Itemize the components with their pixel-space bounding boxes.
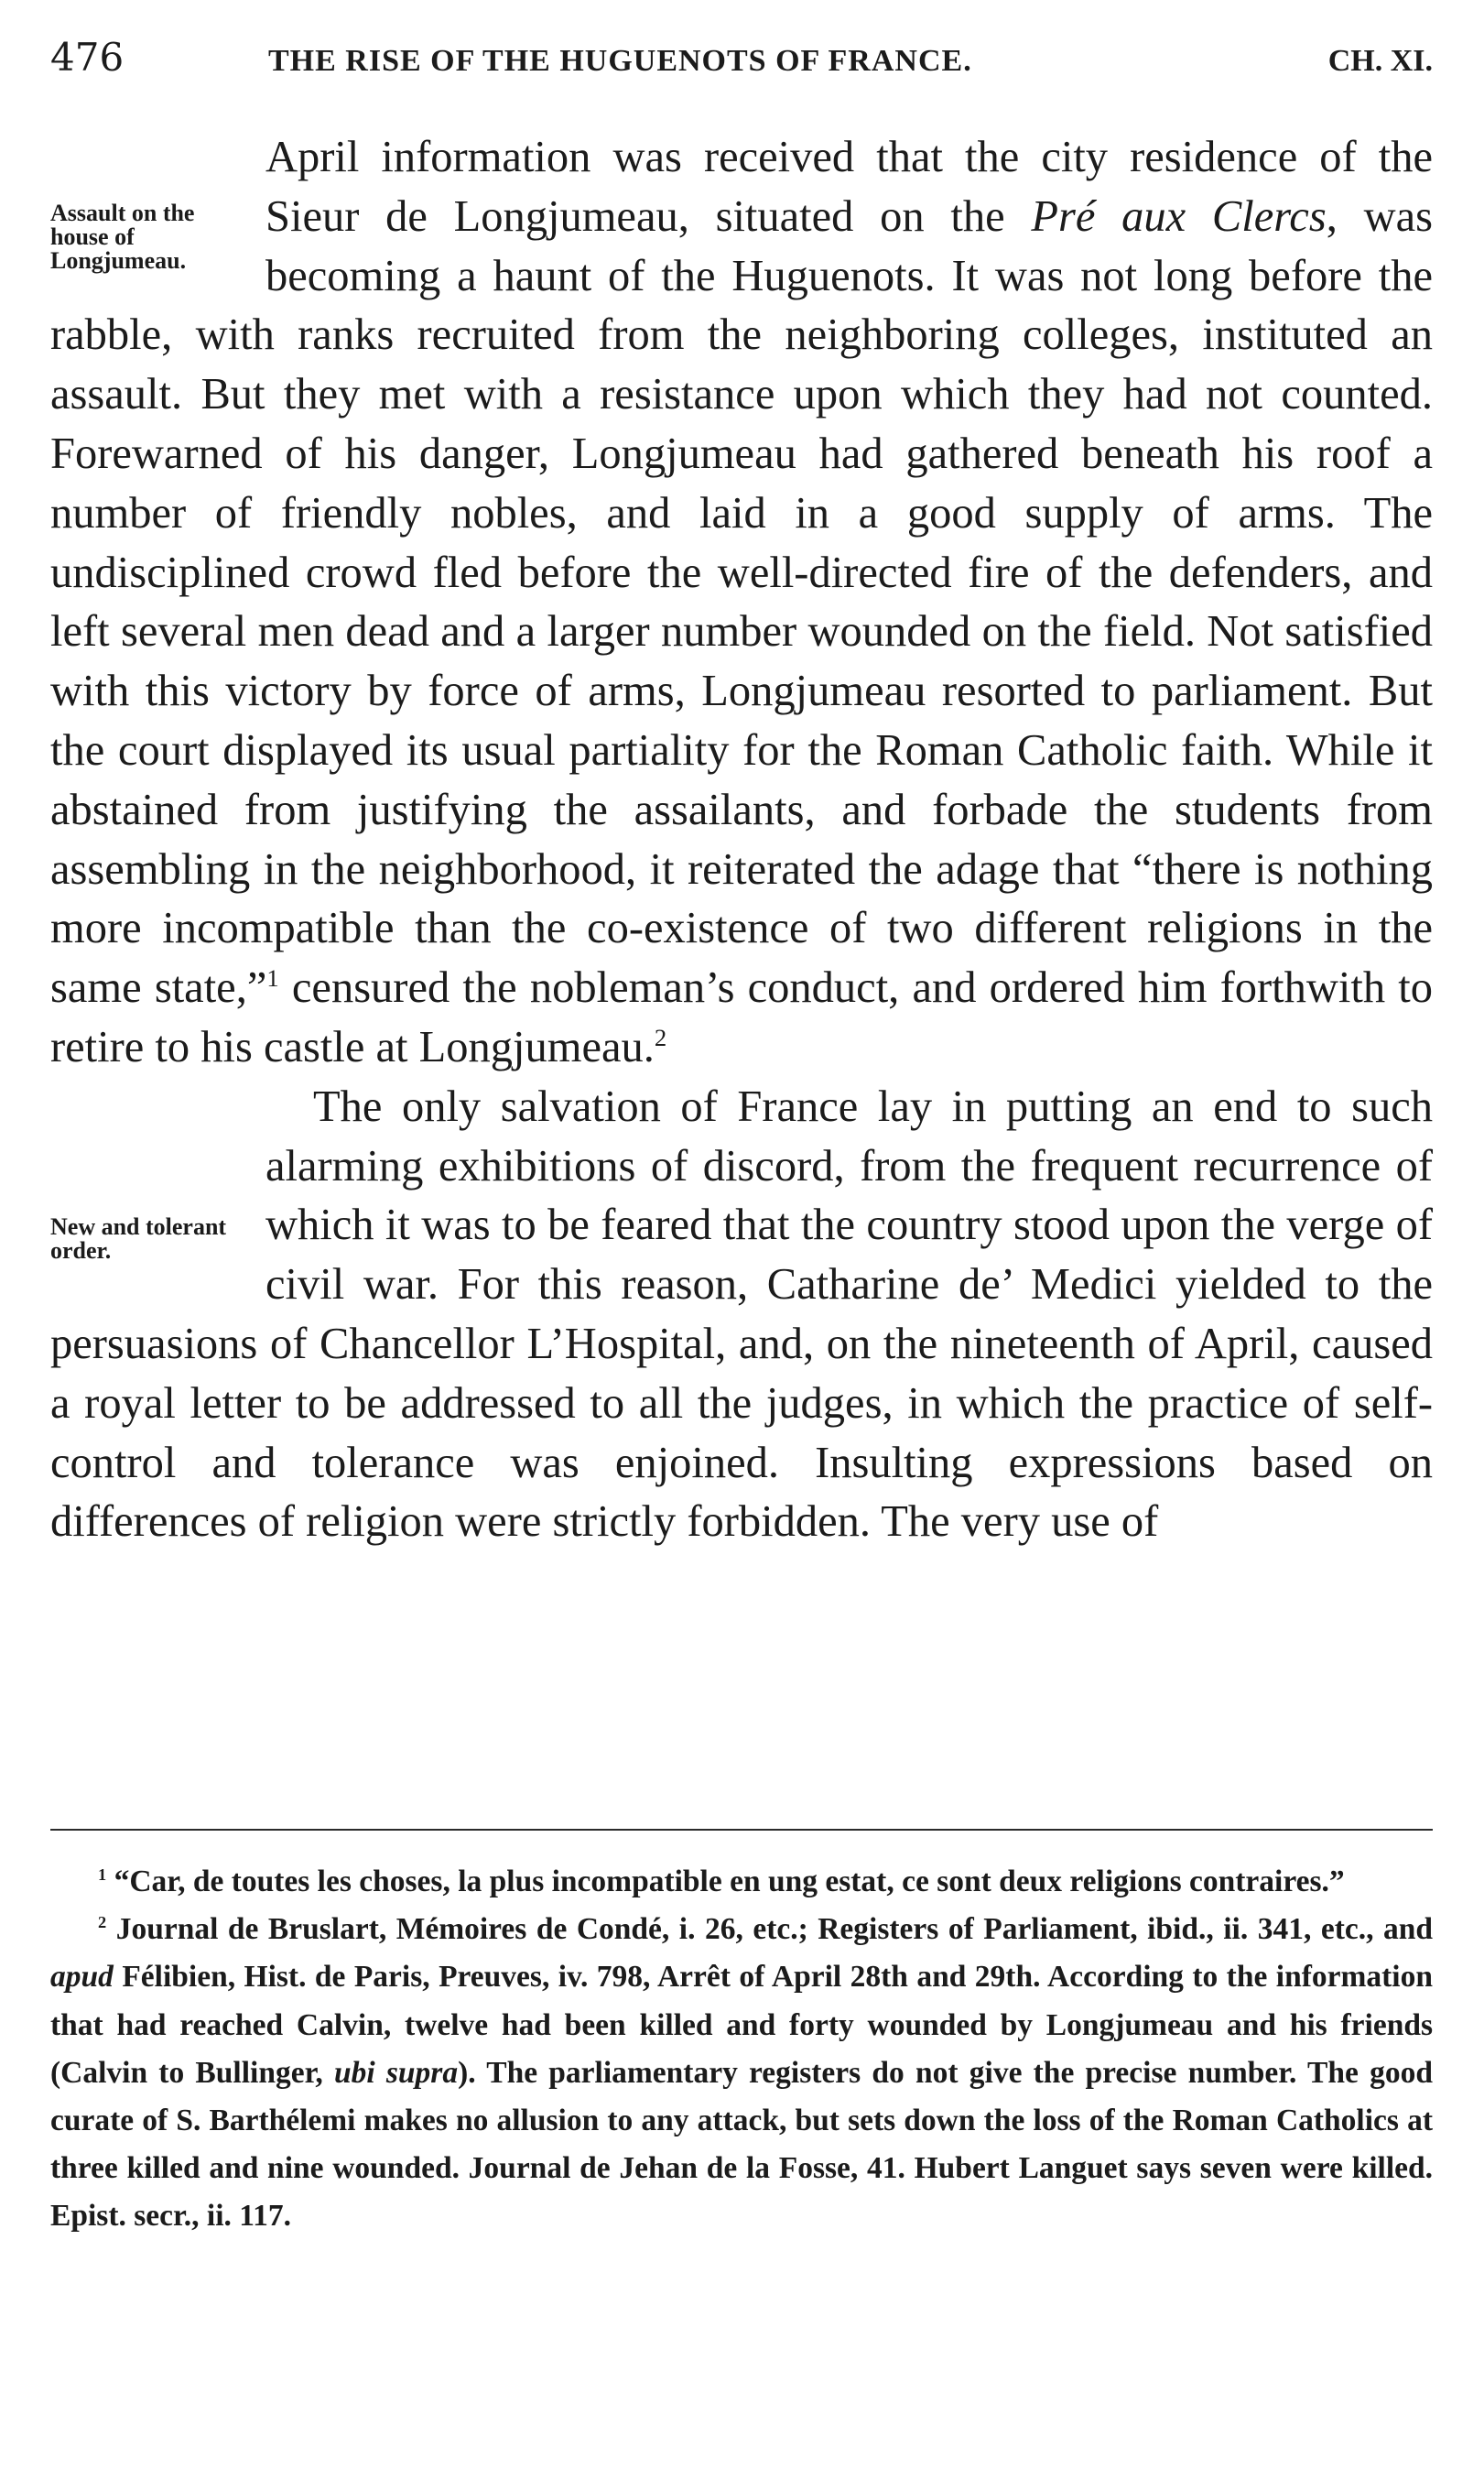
page-header <box>50 35 1433 90</box>
footnote-ref-2[interactable]: 2 <box>654 1023 667 1051</box>
paragraph-2 <box>50 1078 1433 1552</box>
paragraph-1-text-c: censured the nobleman’s conduct, and ordered him forthwith to retire to his castle at Longjumeau. <box>50 963 1434 1071</box>
margin-note-tolerant-order: New and tolerant order. <box>50 1212 227 1264</box>
footnote-2-italic-ubi-supra: ubi supra <box>333 2055 459 2090</box>
paragraph-2-text: The only salvation of France lay in putting an end to such alarming exhibitions of discord, from the frequent recurrence of which it was to be feared that the country stood upon the verge of civil war. For this reason, Catharine de’ Medici yielded to the persuasions of Chancellor L’Hospital, and, on the nineteenth of April, caused a royal letter to be addressed to all the judges, in which the practice of self-control and tolerance was enjoined. Insulting expressions based on differences of religion were strictly forbidden. The very use of <box>50 1082 1433 1547</box>
chapter-reference: CH. XI. <box>1327 44 1433 78</box>
paragraph-1-italic: Pré aux Clercs <box>1031 191 1327 241</box>
footnote-divider <box>50 1829 1433 1831</box>
footnote-2-italic-apud: apud <box>50 1960 114 1995</box>
paragraph-1 <box>50 128 1433 1078</box>
paragraph-1-text-b: , was becoming a haunt of the Huguenots. It was not long before the rabble, with ranks recruited from the neighboring colleges, instituted an assault. But they met with a resistance upon which they had not counted. Forewarned of his danger, Longjumeau had gathered beneath his roof a number of friendly nobles, and laid in a good supply of arms. The undisciplined crowd fled before the well-directed fire of the defenders, and left several men dead and a larger number wounded on the field. Not satisfied with this victory by force of arms, Longjumeau resorted to parliament. But the court displayed its usual partiality for the Roman Catholic faith. While it abstained from justifying the assailants, and forbade the students from assembling in the neighborhood, it reiterated the adage that “there is nothing more incompatible than the co-existence of two different religions in the same state,” <box>50 191 1433 1013</box>
footnote-2-marker: 2 <box>98 1913 107 1932</box>
footnote-ref-1[interactable]: 1 <box>266 964 279 992</box>
footnote-1-text: “Car, de toutes les choses, la plus incompatible en ung estat, ce sont deux religions contraires.” <box>106 1865 1345 1898</box>
main-text <box>50 128 1433 1552</box>
footnote-2-text-a: Journal de Bruslart, Mémoires de Condé, i. 26, etc.; Registers of Parliament, ibid., ii. 341, etc., and <box>106 1912 1433 1947</box>
margin-note-assault: Assault on the house of Longjumeau. <box>50 200 195 274</box>
running-title: THE RISE OF THE HUGUENOTS OF FRANCE. <box>268 44 972 78</box>
footnote-1-marker: 1 <box>98 1865 107 1884</box>
footnote-2-text-b: Félibien, Hist. de Paris, Preuves, iv. 798, Arrêt of April 28th and 29th. According to the information that had reached Calvin, twelve had been killed and forty wounded by Longjumeau and his friends (Calvin to Bullinger, <box>50 1960 1433 2090</box>
footnote-1 <box>50 1858 1433 1906</box>
footnote-2-text-c: ). The parliamentary registers do not give the precise number. The good curate of S. Barthélemi makes no allusion to any attack, but sets down the loss of the Roman Catholics at three killed and nine wounded. Journal de Jehan de la Fosse, 41. Hubert Languet says seven were killed. Epist. secr., ii. 117. <box>50 2055 1433 2234</box>
page-number: 476 <box>50 35 125 80</box>
footnotes <box>50 1858 1433 2241</box>
paragraph-1-text-a: April information was received that the city residence of the Sieur de Longjumeau, situated on the <box>265 133 1433 241</box>
footnote-2 <box>50 1906 1433 2240</box>
